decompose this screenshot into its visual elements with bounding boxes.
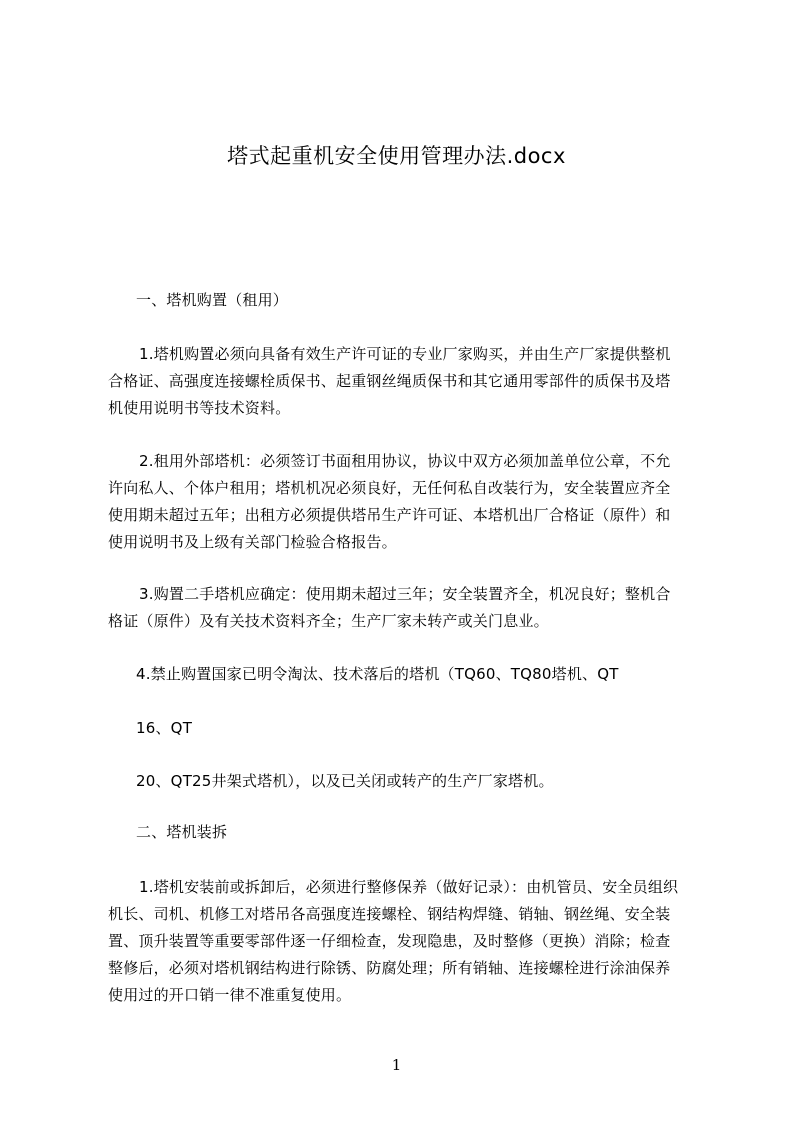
paragraph-line: 格证（原件）及有关技术资料齐全；生产厂家未转产或关门息业。 (108, 612, 549, 630)
document-title: 塔式起重机安全使用管理办法.docx (227, 144, 566, 168)
paragraph-line: 使用说明书及上级有关部门检验合格报告。 (108, 533, 397, 551)
paragraph-line: 许向私人、个体户租用；塔机机况必须良好，无任何私自改装行为，安全装置应齐全 (108, 479, 671, 497)
paragraph-line: 机长、司机、机修工对塔吊各高强度连接螺栓、钢结构焊缝、销轴、钢丝绳、安全装 (108, 905, 671, 923)
section-heading-installation: 二、塔机装拆 (136, 823, 228, 841)
paragraph-line: 20、QT25井架式塔机），以及已关闭或转产的生产厂家塔机。 (136, 772, 554, 790)
paragraph-line: 使用过的开口销一律不准重复使用。 (108, 986, 352, 1004)
paragraph-line: 使用期未超过五年；出租方必须提供塔吊生产许可证、本塔机出厂合格证（原件）和 (108, 506, 671, 524)
paragraph-line: 1.塔机购置必须向具备有效生产许可证的专业厂家购买，并由生产厂家提供整机 (139, 345, 671, 363)
paragraph-line: 合格证、高强度连接螺栓质保书、起重钢丝绳质保书和其它通用零部件的质保书及塔 (108, 372, 671, 390)
paragraph-line: 2.租用外部塔机：必须签订书面租用协议，协议中双方必须加盖单位公章，不允 (139, 452, 671, 470)
paragraph-line: 机使用说明书等技术资料。 (108, 399, 291, 417)
paragraph-line: 16、QT (136, 719, 193, 737)
paragraph-line: 1.塔机安装前或拆卸后，必须进行整修保养（做好记录）：由机管员、安全员组织 (139, 878, 679, 896)
paragraph-line: 4.禁止购置国家已明令淘汰、技术落后的塔机（TQ60、TQ80塔机、QT (136, 665, 619, 683)
paragraph-line: 整修后，必须对塔机钢结构进行除锈、防腐处理；所有销轴、连接螺栓进行涂油保养 (108, 959, 671, 977)
paragraph-line: 3.购置二手塔机应确定：使用期未超过三年；安全装置齐全，机况良好；整机合 (139, 585, 671, 603)
section-heading-purchase: 一、塔机购置（租用） (136, 291, 289, 309)
page-number: 1 (391, 1056, 402, 1074)
paragraph-line: 置、顶升装置等重要零部件逐一仔细检查，发现隐患，及时整修（更换）消除；检查 (108, 932, 671, 950)
